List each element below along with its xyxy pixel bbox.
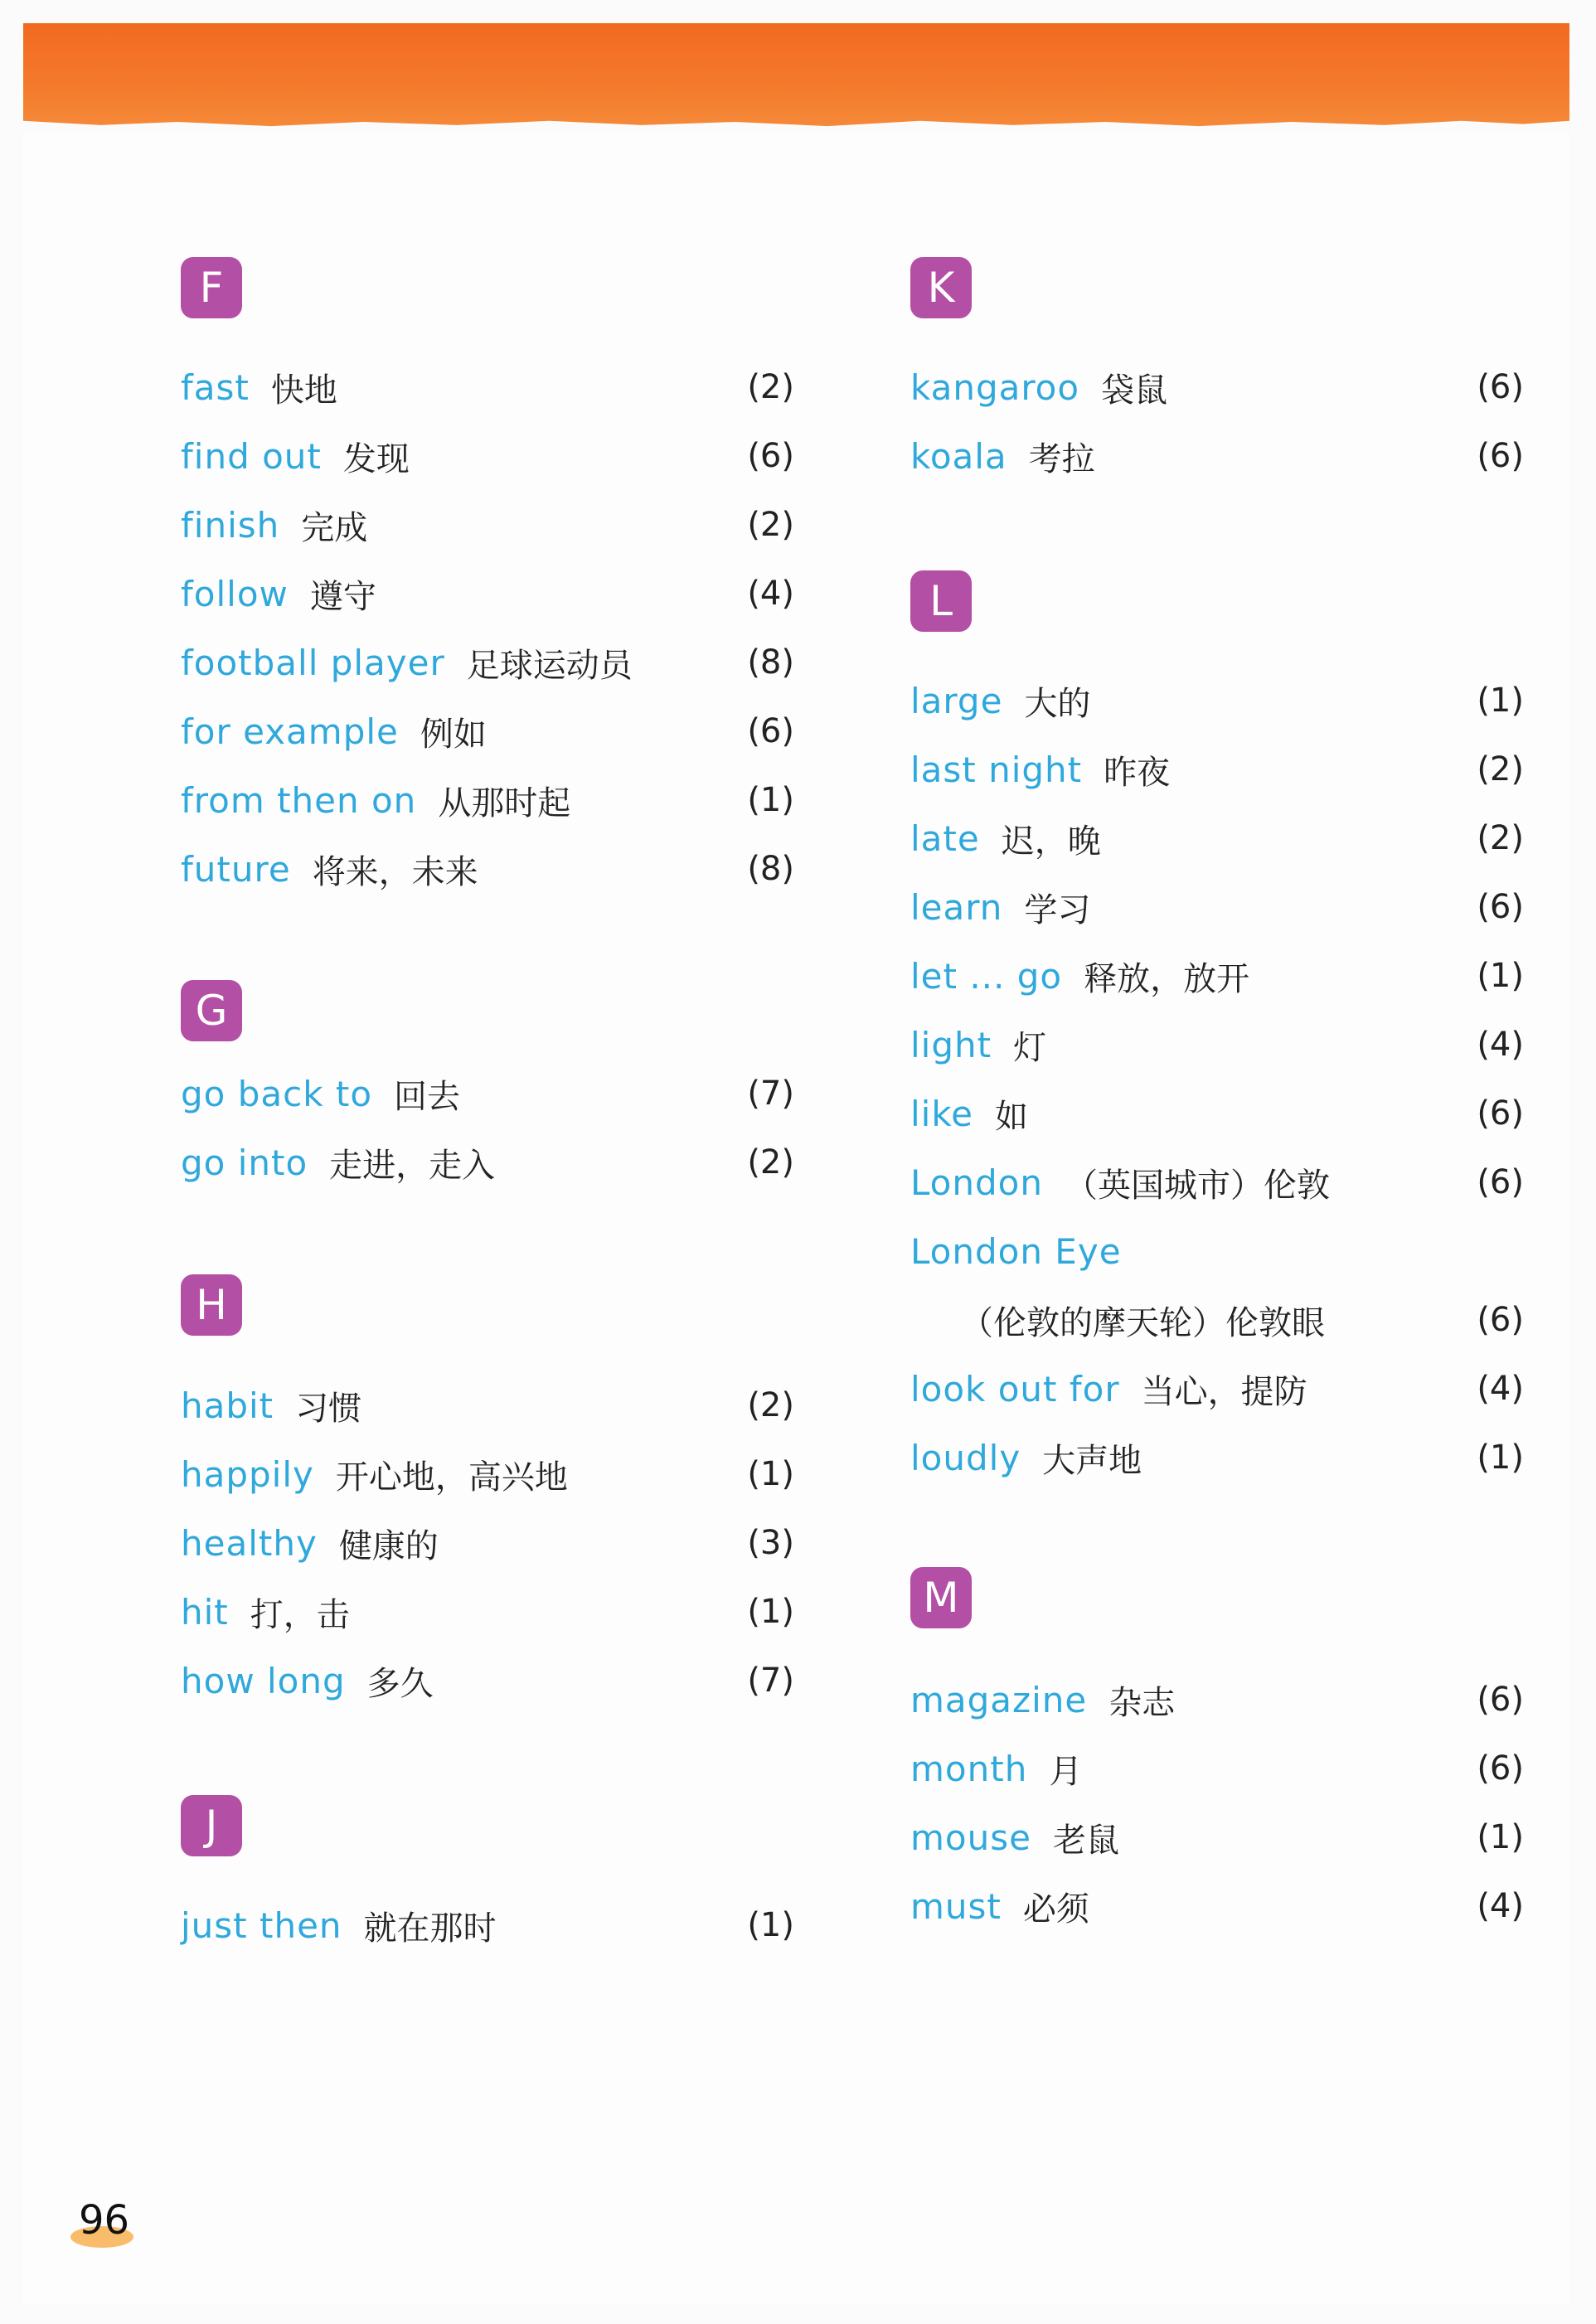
entry-unit: (8) <box>747 643 794 682</box>
entry-chinese: 习惯 <box>295 1389 362 1428</box>
glossary-entry <box>181 844 794 894</box>
entry-unit: (1) <box>747 1455 794 1493</box>
entry-english: find out <box>181 435 322 477</box>
entry-english: habit <box>181 1385 274 1426</box>
entry-unit: (2) <box>747 368 794 406</box>
glossary-entry <box>910 1675 1524 1725</box>
entry-chinese: 例如 <box>420 715 487 754</box>
entry-chinese: 当心，提防 <box>1141 1372 1307 1411</box>
entry-chinese: 快地 <box>270 371 337 410</box>
glossary-entry <box>181 431 794 481</box>
entry-english: London Eye <box>910 1230 1122 1272</box>
entry-english: light <box>910 1024 992 1065</box>
entry-unit: (1) <box>747 1906 794 1944</box>
entry-english: let ... go <box>910 955 1063 997</box>
entry-english: koala <box>910 435 1007 477</box>
glossary-entry <box>910 1226 1524 1276</box>
entry-unit: (1) <box>1477 682 1524 720</box>
glossary-entry <box>181 1380 794 1430</box>
entry-chinese: 发现 <box>342 439 410 478</box>
glossary-entry <box>910 1812 1524 1862</box>
page-number: 96 <box>79 2197 130 2244</box>
entry-english: just then <box>181 1904 342 1946</box>
entry-unit: (4) <box>1477 1370 1524 1408</box>
entry-english: happily <box>181 1453 314 1495</box>
entry-chinese: 必须 <box>1022 1890 1089 1929</box>
entry-chinese: 灯 <box>1013 1028 1047 1067</box>
entry-unit: (1) <box>1477 1439 1524 1477</box>
entry-unit: (2) <box>747 506 794 544</box>
entry-chinese: 就在那时 <box>363 1909 497 1948</box>
entry-chinese: 大声地 <box>1042 1441 1142 1480</box>
entry-unit: (1) <box>747 781 794 819</box>
entry-english: fast <box>181 366 250 408</box>
entry-unit: (6) <box>1477 1301 1524 1339</box>
entry-english: like <box>910 1093 974 1134</box>
entry-unit: (7) <box>747 1075 794 1113</box>
entry-unit: (1) <box>1477 957 1524 995</box>
entry-chinese: 完成 <box>301 508 368 547</box>
entry-chinese: 走进，走入 <box>329 1146 496 1185</box>
entry-unit: (6) <box>1477 1094 1524 1133</box>
entry-english: finish <box>181 504 280 546</box>
entry-chinese: 打，击 <box>250 1595 350 1634</box>
entry-english: magazine <box>910 1679 1088 1720</box>
top-banner <box>23 23 1569 129</box>
glossary-entry <box>910 362 1524 412</box>
section-letter-k: K <box>910 257 972 318</box>
entry-unit: (4) <box>1477 1026 1524 1064</box>
entry-chinese: 健康的 <box>338 1526 439 1565</box>
entry-chinese: 大的 <box>1024 684 1091 723</box>
glossary-entry <box>910 1089 1524 1138</box>
glossary-entry-continuation <box>910 1295 1524 1345</box>
entry-english: last night <box>910 749 1083 790</box>
entry-unit: (1) <box>747 1593 794 1631</box>
entry-chinese: 释放，放开 <box>1084 959 1250 998</box>
entry-english: future <box>181 848 291 890</box>
entry-unit: (4) <box>747 575 794 613</box>
entry-chinese: 足球运动员 <box>466 646 633 685</box>
entry-chinese: 学习 <box>1024 890 1091 929</box>
section-letter-h: H <box>181 1274 242 1336</box>
entry-english: London <box>910 1162 1043 1203</box>
section-letter-f: F <box>181 257 242 318</box>
entry-chinese: 杂志 <box>1108 1683 1176 1722</box>
entry-english: look out for <box>910 1368 1120 1409</box>
entry-english: hit <box>181 1591 229 1633</box>
entry-chinese: 从那时起 <box>438 784 571 822</box>
glossary-entry <box>910 1020 1524 1070</box>
entry-unit: (6) <box>1477 437 1524 475</box>
entry-chinese: （伦敦的摩天轮）伦敦眼 <box>960 1303 1325 1342</box>
glossary-entry <box>910 1881 1524 1931</box>
entry-chinese: 将来，未来 <box>312 852 478 891</box>
entry-chinese: 考拉 <box>1028 439 1095 478</box>
glossary-entry <box>181 500 794 550</box>
entry-unit: (4) <box>1477 1887 1524 1925</box>
glossary-entry <box>181 1069 794 1118</box>
glossary-entry <box>910 1364 1524 1414</box>
entry-unit: (3) <box>747 1524 794 1562</box>
entry-english: loudly <box>910 1437 1021 1478</box>
entry-english: mouse <box>910 1817 1031 1858</box>
glossary-entry <box>910 676 1524 725</box>
entry-unit: (2) <box>1477 750 1524 788</box>
entry-unit: (6) <box>747 712 794 750</box>
entry-chinese: 开心地，高兴地 <box>335 1458 568 1497</box>
glossary-entry <box>910 951 1524 1001</box>
entry-chinese: 昨夜 <box>1104 753 1171 792</box>
entry-chinese: 月 <box>1049 1752 1083 1791</box>
entry-unit: (6) <box>1477 1163 1524 1201</box>
entry-english: month <box>910 1748 1028 1789</box>
entry-english: go back to <box>181 1073 373 1114</box>
glossary-entry <box>181 1518 794 1568</box>
entry-unit: (2) <box>1477 819 1524 857</box>
entry-chinese: 遵守 <box>309 577 376 616</box>
glossary-entry <box>910 745 1524 794</box>
entry-chinese: 多久 <box>366 1664 434 1703</box>
glossary-entry <box>910 431 1524 481</box>
entry-english: must <box>910 1885 1002 1927</box>
entry-chinese: 如 <box>995 1097 1029 1136</box>
entry-chinese: 老鼠 <box>1052 1821 1119 1860</box>
entry-chinese: 袋鼠 <box>1101 371 1168 410</box>
glossary-entry <box>181 638 794 687</box>
glossary-entry <box>181 1656 794 1705</box>
entry-unit: (6) <box>1477 1681 1524 1719</box>
section-letter-g: G <box>181 980 242 1041</box>
glossary-entry <box>181 1900 794 1950</box>
glossary-entry <box>910 1744 1524 1793</box>
entry-unit: (2) <box>747 1143 794 1181</box>
section-letter-m: M <box>910 1567 972 1628</box>
glossary-entry <box>910 813 1524 863</box>
entry-english: go into <box>181 1142 308 1183</box>
glossary-entry <box>181 569 794 619</box>
entry-unit: (6) <box>747 437 794 475</box>
entry-english: large <box>910 680 1003 721</box>
glossary-entry <box>181 706 794 756</box>
glossary-page <box>23 133 1569 2305</box>
entry-english: late <box>910 818 980 859</box>
entry-english: from then on <box>181 779 417 821</box>
entry-unit: (6) <box>1477 368 1524 406</box>
entry-chinese: 迟，晚 <box>1001 822 1101 861</box>
section-letter-j: J <box>181 1795 242 1856</box>
entry-unit: (6) <box>1477 1749 1524 1788</box>
glossary-entry <box>910 1433 1524 1482</box>
entry-english: how long <box>181 1660 346 1701</box>
entry-unit: (7) <box>747 1662 794 1700</box>
glossary-entry <box>181 1449 794 1499</box>
glossary-entry <box>181 1587 794 1637</box>
entry-chinese: 回去 <box>394 1077 461 1116</box>
entry-unit: (1) <box>1477 1818 1524 1856</box>
entry-unit: (8) <box>747 850 794 888</box>
glossary-entry <box>181 362 794 412</box>
entry-english: healthy <box>181 1522 318 1564</box>
entry-chinese: （英国城市）伦敦 <box>1064 1166 1330 1205</box>
glossary-entry <box>181 1138 794 1187</box>
entry-english: football player <box>181 642 445 683</box>
entry-english: for example <box>181 711 399 752</box>
glossary-entry <box>910 1157 1524 1207</box>
entry-unit: (2) <box>747 1386 794 1424</box>
glossary-entry <box>910 882 1524 932</box>
entry-english: kangaroo <box>910 366 1080 408</box>
entry-english: learn <box>910 886 1003 928</box>
glossary-entry <box>181 775 794 825</box>
entry-unit: (6) <box>1477 888 1524 926</box>
entry-english: follow <box>181 573 289 614</box>
section-letter-l: L <box>910 570 972 632</box>
